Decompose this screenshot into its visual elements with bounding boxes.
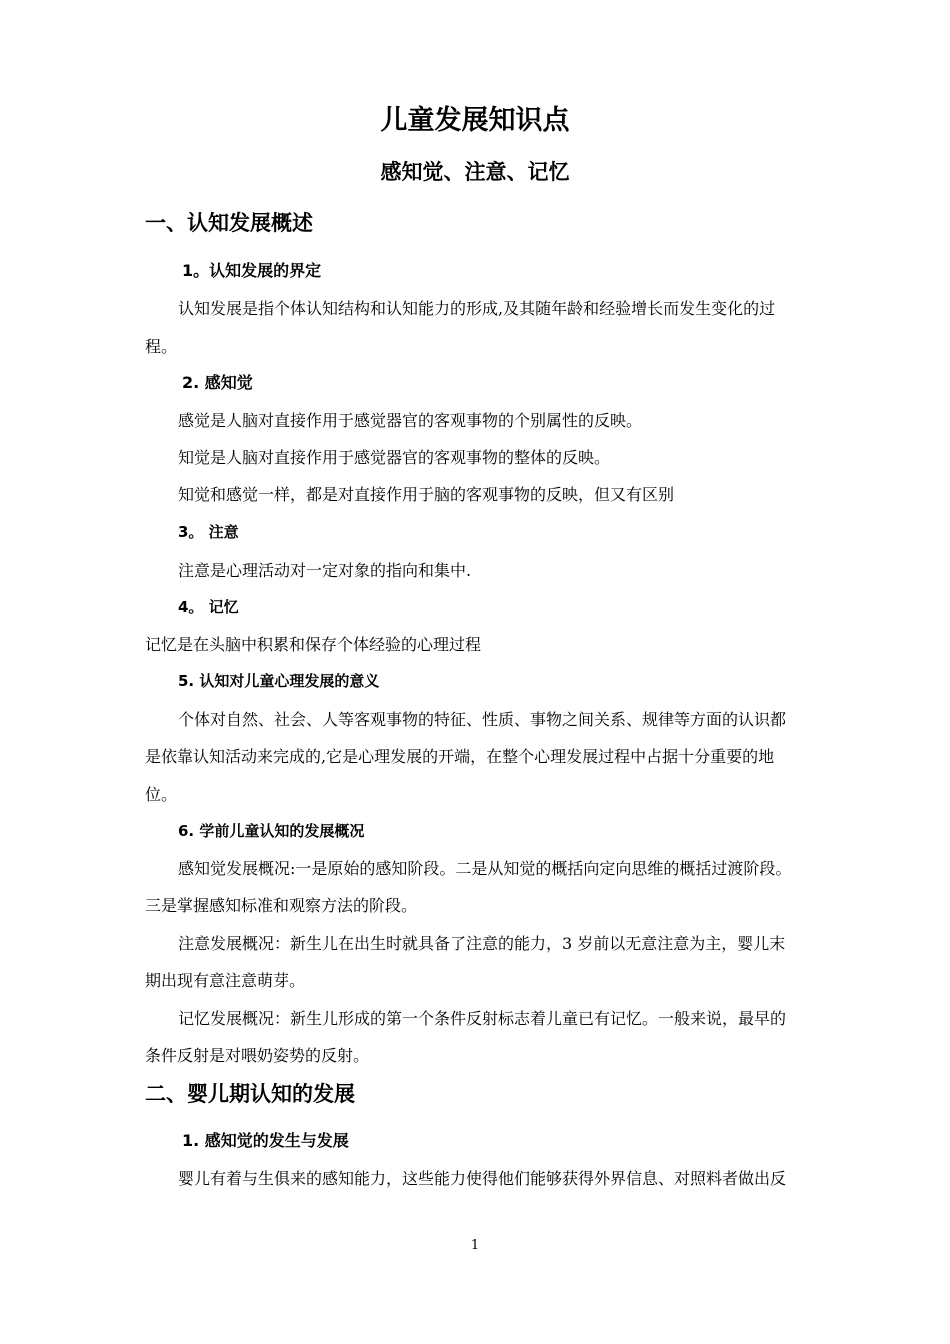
paragraph: 感觉是人脑对直接作用于感觉器官的客观事物的个别属性的反映。: [178, 411, 643, 430]
document-subtitle: 感知觉、注意、记忆: [380, 160, 570, 184]
subsection-1-4-heading: 4。 记忆: [178, 598, 239, 616]
paragraph: 个体对自然、社会、人等客观事物的特征、性质、事物之间关系、规律等方面的认识都: [178, 710, 787, 729]
paragraph: 知觉和感觉一样，都是对直接作用于脑的客观事物的反映，但又有区别: [178, 485, 675, 504]
paragraph: 记忆是在头脑中积累和保存个体经验的心理过程: [145, 635, 482, 654]
paragraph: 注意发展概况：新生儿在出生时就具备了注意的能力，3 岁前以无意注意为主，婴儿末: [178, 934, 786, 953]
subsection-1-3-heading: 3。 注意: [178, 523, 239, 541]
page-number: 1: [470, 1238, 480, 1253]
document-title: 儿童发展知识点: [380, 105, 570, 136]
paragraph: 期出现有意注意萌芽。: [145, 971, 306, 990]
paragraph: 位。: [145, 785, 178, 804]
paragraph: 记忆发展概况：新生儿形成的第一个条件反射标志着儿童已有记忆。一般来说，最早的: [178, 1009, 787, 1028]
paragraph: 认知发展是指个体认知结构和认知能力的形成,及其随年龄和经验增长而发生变化的过: [178, 299, 776, 318]
subsection-1-2-heading: 2. 感知觉: [182, 373, 253, 392]
paragraph: 知觉是人脑对直接作用于感觉器官的客观事物的整体的反映。: [178, 448, 611, 467]
subsection-1-1-heading: 1。认知发展的界定: [182, 261, 322, 280]
paragraph: 条件反射是对喂奶姿势的反射。: [145, 1046, 370, 1065]
paragraph: 感知觉发展概况:一是原始的感知阶段。二是从知觉的概括向定向思维的概括过渡阶段。: [178, 859, 792, 878]
paragraph: 婴儿有着与生俱来的感知能力，这些能力使得他们能够获得外界信息、对照料者做出反: [178, 1169, 787, 1188]
subsection-2-1-heading: 1. 感知觉的发生与发展: [182, 1131, 349, 1150]
paragraph: 程。: [145, 337, 178, 356]
section-1-heading: 一、认知发展概述: [145, 211, 313, 235]
subsection-1-6-heading: 6. 学前儿童认知的发展概况: [178, 822, 365, 840]
paragraph: 是依靠认知活动来完成的,它是心理发展的开端，在整个心理发展过程中占据十分重要的地: [145, 747, 775, 766]
section-2-heading: 二、婴儿期认知的发展: [145, 1082, 355, 1106]
subsection-1-5-heading: 5. 认知对儿童心理发展的意义: [178, 672, 380, 690]
paragraph: 三是掌握感知标准和观察方法的阶段。: [145, 896, 418, 915]
paragraph: 注意是心理活动对一定对象的指向和集中.: [178, 561, 472, 580]
